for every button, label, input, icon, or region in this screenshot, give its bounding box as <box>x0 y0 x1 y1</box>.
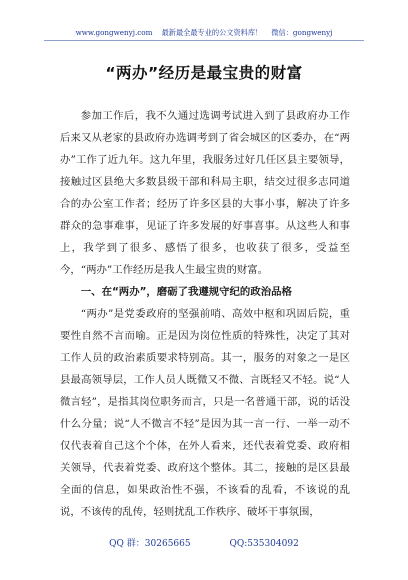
header-divider <box>44 40 364 41</box>
document-body <box>60 105 350 523</box>
footer-qq: QQ:535304092 <box>229 539 299 549</box>
section-heading-1: 一、在“两办”，磨砺了我遵规守纪的政治品格 <box>80 286 292 298</box>
page-header <box>0 28 408 38</box>
footer-qq-group: QQ 群：30265665 <box>109 539 191 549</box>
paragraph-intro: 参加工作后，我不久通过选调考试进入到了县政府办工作后来又从老家的县政府办选调考到了省会城区的区委办，在“两办”工作了近九年。这九年里，我服务过好几任区县主要领导，接触过区县绝大多数县级干部和科局主职，结交过很多志同道合的办公室工作者；经历了许多区县的大事小事，解决了许多群众的急事难事，见证了许多发展的好事喜事。从这些人和事上，我学到了很多、感悟了很多，也收获了很多，受益至今，“两办”工作经历是我人生最宝贵的财富。 <box>60 110 350 276</box>
header-wechat: 微信：gongwenyj <box>271 28 333 37</box>
header-site-link[interactable]: www.gongwenyj.com <box>75 28 153 37</box>
document-title: “两办”经历是最宝贵的财富 <box>105 64 303 82</box>
page-footer <box>0 536 408 549</box>
header-slogan: 最新最全最专业的公文资料库！ <box>161 28 263 37</box>
paragraph-section-1: “两办”是党委政府的坚强前哨、高效中枢和巩固后院，重要性自然不言而喻。正是因为岗位性质的特殊性，决定了其对工作人员的政治素质要求特别高。其一，服务的对象之一是区县最高领导层，工作人员人既微又不微、言既轻又不轻。说“人微言轻”，是指其岗位职务而言，只是一名普通干部，说的话没什么分量；说“人不微言不轻”是因为其一言一行、一举一动不仅代表着自己这个个体，在外人看来，还代表着党委、政府相关领导，代表着党委、政府这个整体。其二，接触的是区县最全面的信息，如果政治性不强，不该看的乱看，不该说的乱说，不该传的乱传，轻则扰乱工作秩序、破坏干事氛围， <box>60 308 350 518</box>
